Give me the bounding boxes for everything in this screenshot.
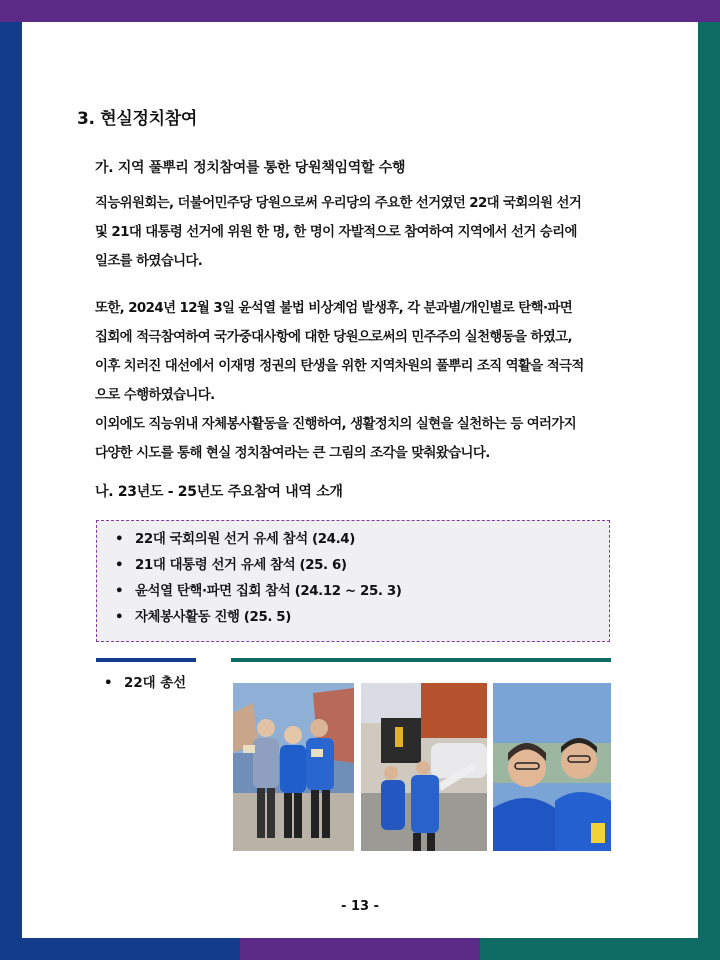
subsection-b-title: 나. 23년도 - 25년도 주요참여 내역 소개 [95, 484, 343, 500]
list-item [115, 579, 609, 605]
page-number: - 13 - [341, 899, 379, 914]
bullet-icon: • [115, 532, 124, 547]
paragraph-1 [95, 189, 640, 276]
frame-bottom-purple [240, 938, 480, 960]
photo-section-label [104, 672, 186, 691]
divider-teal [231, 658, 611, 662]
campaign-photo-1 [233, 683, 354, 851]
paragraph-2-line: 으로 수행하였습니다. [95, 388, 215, 403]
bullet-icon: • [115, 584, 124, 599]
campaign-photo-2 [361, 683, 487, 851]
paragraph-2-line: 이후 치러진 대선에서 이재명 정권의 탄생을 위한 지역차원의 풀뿌리 조직 역활을 적극적 [95, 359, 584, 374]
paragraph-1-line: 직능위원회는, 더불어민주당 당원으로써 우리당의 주요한 선거였던 22대 국회의원 선거 [95, 196, 582, 211]
list-item-text: 윤석열 탄핵·파면 집회 참석 (24.12 ~ 25. 3) [135, 584, 402, 599]
frame-bottom-blue [0, 938, 240, 960]
list-item-text: 21대 대통령 선거 유세 참석 (25. 6) [135, 558, 347, 573]
paragraph-1-line: 일조를 하였습니다. [95, 254, 203, 269]
frame-left-bar [0, 22, 22, 938]
list-item [115, 605, 609, 631]
paragraph-2-line: 또한, 2024년 12월 3일 윤석열 불법 비상계엄 발생후, 각 분과별/개인별로 탄핵·파면 [95, 301, 573, 316]
paragraph-2-line: 다양한 시도를 통해 현실 정치참여라는 큰 그림의 조각을 맞춰왔습니다. [95, 446, 490, 461]
bullet-icon: • [115, 610, 124, 625]
list-item-text: 22대 국회의원 선거 유세 참석 (24.4) [135, 532, 355, 547]
document-page [22, 22, 698, 938]
paragraph-2 [95, 294, 640, 468]
paragraph-2-line: 집회에 적극참여하여 국가중대사항에 대한 당원으로써의 민주주의 실천행동을 하였고, [95, 330, 572, 345]
frame-right-bar [698, 22, 720, 938]
list-item [115, 553, 609, 579]
paragraph-2-line: 이외에도 직능위내 자체봉사활동을 진행하여, 생활정치의 실현을 실천하는 등 여러가지 [95, 417, 577, 432]
subsection-a-title: 가. 지역 풀뿌리 정치참여를 통한 당원책임역할 수행 [95, 160, 406, 176]
list-item-text: 자체봉사활동 진행 (25. 5) [135, 610, 291, 625]
divider-blue [96, 658, 196, 662]
paragraph-1-line: 및 21대 대통령 선거에 위원 한 명, 한 명이 자발적으로 참여하여 지역에서 선거 승리에 [95, 225, 577, 240]
frame-bottom-teal [480, 938, 720, 960]
bullet-icon: • [104, 676, 113, 691]
bullet-icon: • [115, 558, 124, 573]
participation-list-box [96, 520, 610, 642]
frame-bottom-bar [0, 938, 720, 960]
participation-list [115, 527, 609, 631]
list-item [115, 527, 609, 553]
section-title: 3. 현실정치참여 [77, 109, 198, 129]
campaign-photo-3 [493, 683, 611, 851]
frame-top-bar [0, 0, 720, 22]
photo-section-label-text: 22대 총선 [124, 676, 187, 691]
